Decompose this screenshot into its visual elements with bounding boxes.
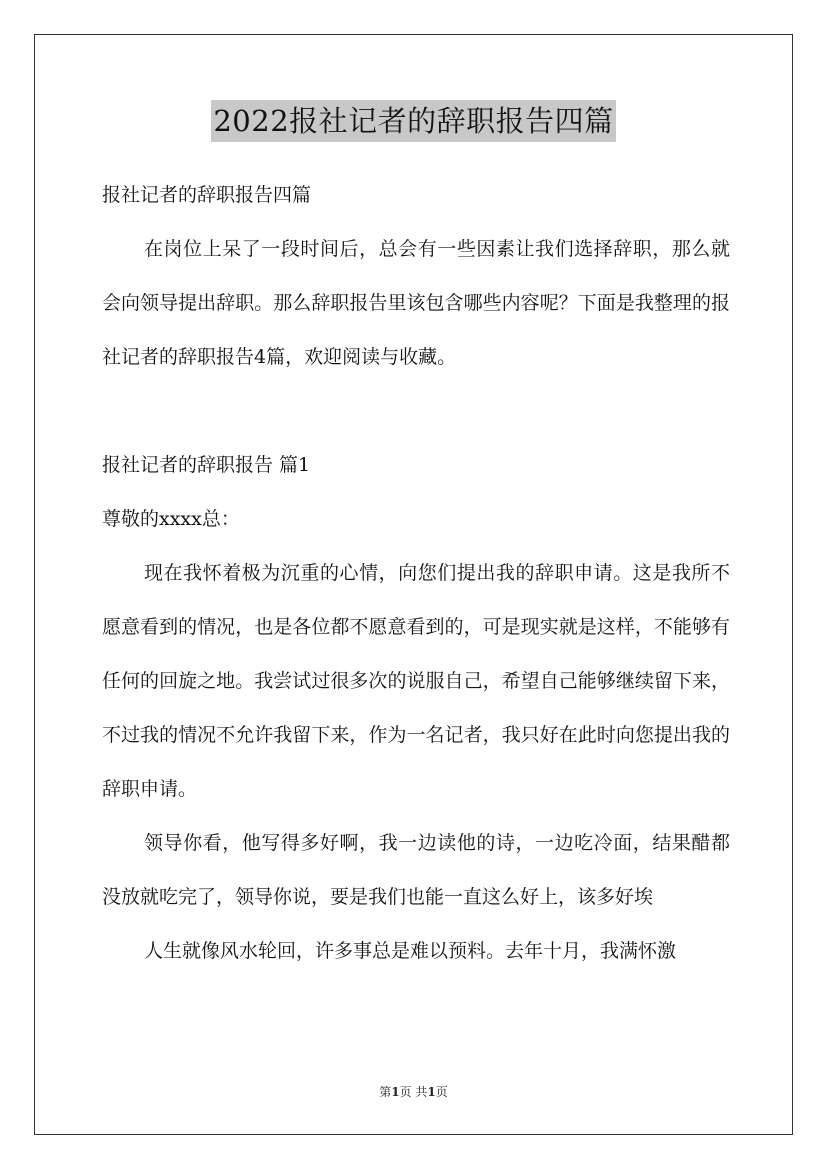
footer-prefix: 第 [379, 1085, 392, 1099]
body-paragraph: 现在我怀着极为沉重的心情，向您们提出我的辞职申请。这是我所不愿意看到的情况，也是各位都不愿意看到的，可是现实就是这样，不能够有任何的回旋之地。我尝试过很多次的说服自己，希望自己能够继续留下来，不过我的情况不允许我留下来，作为一名记者，我只好在此时向您提出我的辞职申请。 [102, 562, 730, 800]
document-title: 2022报社记者的辞职报告四篇 [211, 100, 615, 142]
footer-page-number: 1 [391, 1085, 400, 1099]
footer-mid: 页 共 [399, 1085, 428, 1099]
title-container [0, 100, 827, 142]
page-footer [0, 1082, 827, 1102]
intro-paragraph: 在岗位上呆了一段时间后，总会有一些因素让我们选择辞职，那么就会向领导提出辞职。那么辞职报告里该包含哪些内容呢？下面是我整理的报社记者的辞职报告4篇，欢迎阅读与收藏。 [102, 238, 730, 368]
spacer [102, 384, 730, 438]
salutation: 尊敬的xxxx总： [102, 508, 240, 530]
section-heading: 报社记者的辞职报告 篇1 [102, 454, 311, 476]
document-subtitle: 报社记者的辞职报告四篇 [102, 184, 312, 206]
document-body [102, 168, 730, 978]
body-paragraph: 领导你看，他写得多好啊，我一边读他的诗，一边吃冷面，结果醋都没放就吃完了，领导你说，要是我们也能一直这么好上，该多好埃 [102, 832, 730, 908]
footer-suffix: 页 [435, 1085, 448, 1099]
footer-page-total: 1 [427, 1085, 436, 1099]
body-paragraph: 人生就像风水轮回，许多事总是难以预料。去年十月，我满怀激 [144, 940, 677, 962]
